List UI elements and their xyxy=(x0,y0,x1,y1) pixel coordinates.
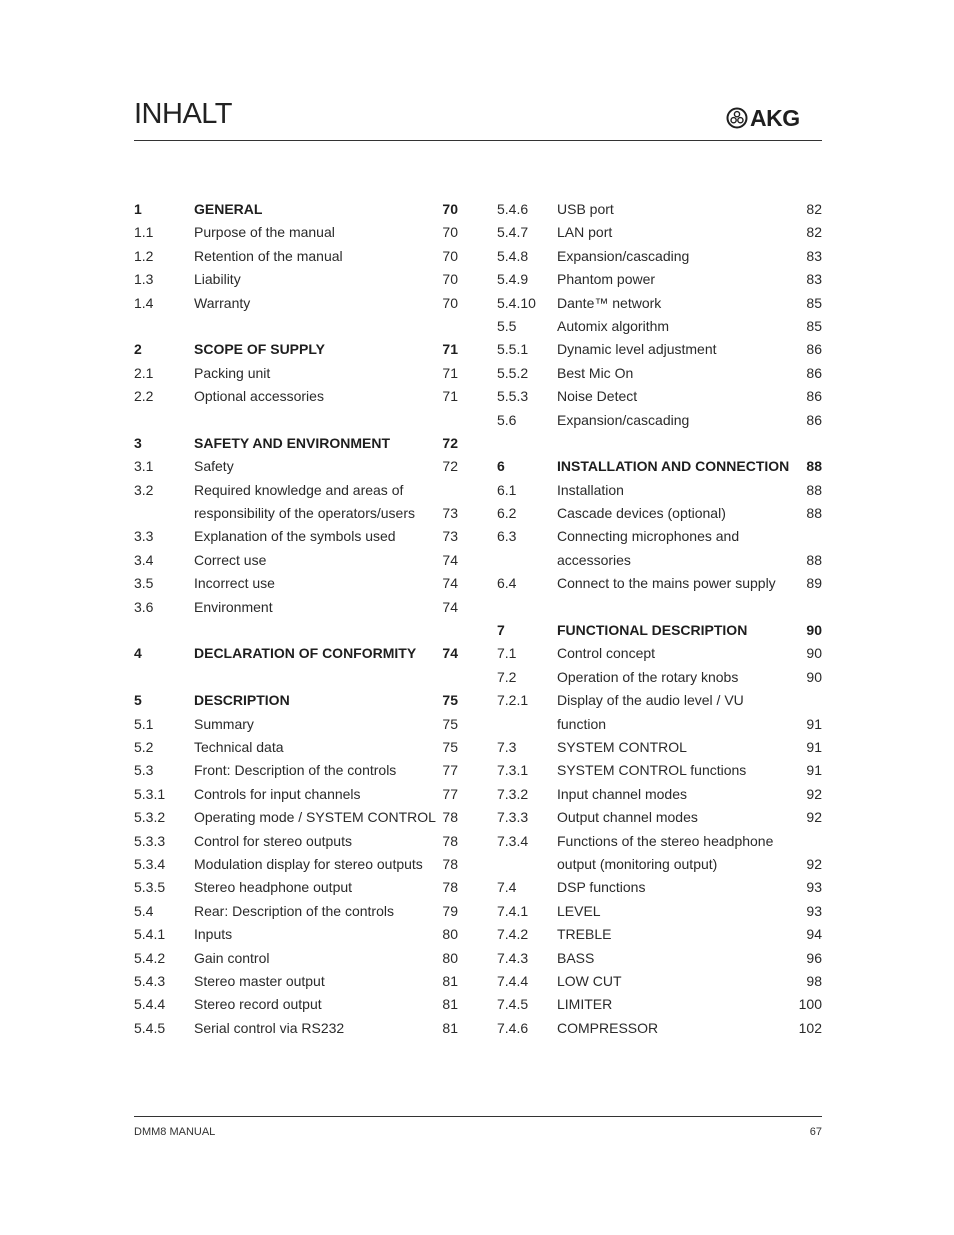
toc-entry-page: 92 xyxy=(806,855,822,872)
toc-entry-page: 88 xyxy=(806,551,822,568)
toc-entry[interactable] xyxy=(134,947,458,970)
toc-entry-title: Liability xyxy=(194,271,241,288)
toc-spacer xyxy=(497,596,822,619)
toc-entry-number: 7.3.4 xyxy=(497,832,529,849)
toc-entry-title: Control concept xyxy=(557,645,656,662)
toc-entry[interactable] xyxy=(497,572,822,595)
toc-entry-title: Functions of the stereo headphone xyxy=(557,832,774,849)
toc-entry[interactable] xyxy=(497,479,822,502)
toc-entry-page: 102 xyxy=(798,1019,822,1036)
toc-entry[interactable] xyxy=(497,759,822,782)
toc-entry[interactable] xyxy=(497,853,822,876)
toc-section-heading[interactable] xyxy=(134,689,458,712)
toc-entry[interactable] xyxy=(497,362,822,385)
toc-spacer xyxy=(134,666,458,689)
toc-entry-page: 98 xyxy=(806,972,822,989)
toc-entry-number: 6.2 xyxy=(497,505,517,522)
toc-entry[interactable] xyxy=(497,666,822,689)
toc-entry-page: 78 xyxy=(442,832,458,849)
footer-manual-name: DMM8 MANUAL xyxy=(134,1126,216,1138)
toc-entry-title: Environment xyxy=(194,598,273,615)
toc-entry-page: 82 xyxy=(806,224,822,241)
toc-entry[interactable] xyxy=(497,549,822,572)
toc-entry-title: SAFETY AND ENVIRONMENT xyxy=(194,434,391,451)
toc-entry[interactable] xyxy=(134,783,458,806)
toc-entry-title: Incorrect use xyxy=(194,575,275,592)
toc-entry[interactable] xyxy=(134,502,458,525)
toc-entry-page: 70 xyxy=(442,224,458,241)
toc-entry[interactable] xyxy=(497,409,822,432)
toc-entry-title: Summary xyxy=(194,715,254,732)
toc-entry-number: 1.3 xyxy=(134,271,154,288)
toc-entry-page: 77 xyxy=(442,785,458,802)
toc-entry-number: 1.1 xyxy=(134,224,154,241)
akg-emblem-icon xyxy=(726,107,748,129)
toc-entry-page: 91 xyxy=(806,738,822,755)
toc-entry[interactable] xyxy=(497,713,822,736)
toc-entry-title: Control for stereo outputs xyxy=(194,832,352,849)
toc-entry[interactable] xyxy=(497,292,822,315)
toc-entry-title: Output channel modes xyxy=(557,809,698,826)
toc-entry[interactable] xyxy=(134,268,458,291)
toc-spacer xyxy=(134,315,458,338)
toc-entry[interactable] xyxy=(497,385,822,408)
toc-entry[interactable] xyxy=(134,900,458,923)
toc-entry-number: 6 xyxy=(497,458,505,475)
toc-section-heading[interactable] xyxy=(134,432,458,455)
footer-page-number: 67 xyxy=(809,1126,822,1138)
toc-entry-number: 3.4 xyxy=(134,551,154,568)
toc-entry[interactable] xyxy=(497,268,822,291)
toc-entry-page: 78 xyxy=(442,809,458,826)
toc-entry-page: 88 xyxy=(806,481,822,498)
toc-entry-number: 4 xyxy=(134,645,142,662)
toc-entry-page: 72 xyxy=(442,458,458,475)
toc-entry-number: 6.4 xyxy=(497,575,517,592)
toc-entry[interactable] xyxy=(134,853,458,876)
toc-entry-number: 2.1 xyxy=(134,364,154,381)
toc-entry-page: 88 xyxy=(806,505,822,522)
toc-entry[interactable] xyxy=(497,970,822,993)
akg-logo xyxy=(726,106,800,130)
toc-entry-number: 5.4.9 xyxy=(497,271,529,288)
toc-entry-number: 5.4.4 xyxy=(134,996,166,1013)
toc-entry[interactable] xyxy=(497,642,822,665)
toc-entry[interactable] xyxy=(134,572,458,595)
toc-entry-number: 3.1 xyxy=(134,458,154,475)
toc-entry-title: SYSTEM CONTROL functions xyxy=(557,762,747,779)
toc-entry-number: 7.3.2 xyxy=(497,785,529,802)
toc-entry[interactable] xyxy=(497,947,822,970)
toc-entry-page: 71 xyxy=(442,388,458,405)
toc-entry-title: Controls for input channels xyxy=(194,785,361,802)
toc-entry[interactable] xyxy=(134,292,458,315)
toc-entry-title: Retention of the manual xyxy=(194,247,343,264)
toc-entry-number: 5.4.7 xyxy=(497,224,529,241)
toc-entry-number: 5.1 xyxy=(134,715,154,732)
toc-entry-page: 71 xyxy=(442,341,458,358)
toc-entry-title: output (monitoring output) xyxy=(557,855,718,872)
toc-entry-page: 73 xyxy=(442,528,458,545)
toc-entry-title: Correct use xyxy=(194,551,267,568)
toc-entry-title: Rear: Description of the controls xyxy=(194,902,394,919)
toc-entry-number: 5.3.4 xyxy=(134,855,166,872)
toc-entry-number: 2 xyxy=(134,341,142,358)
toc-entry[interactable] xyxy=(497,245,822,268)
toc-section-heading[interactable] xyxy=(497,619,822,642)
toc-entry[interactable] xyxy=(497,221,822,244)
toc-entry-title: Purpose of the manual xyxy=(194,224,335,241)
toc-spacer xyxy=(134,409,458,432)
toc-entry-page: 75 xyxy=(442,692,458,709)
toc-entry-number: 7.3.1 xyxy=(497,762,529,779)
toc-entry[interactable] xyxy=(134,713,458,736)
toc-entry-number: 1.4 xyxy=(134,294,154,311)
toc-entry-number: 2.2 xyxy=(134,388,154,405)
toc-entry-title: Warranty xyxy=(194,294,251,311)
toc-entry-number: 7.2 xyxy=(497,668,517,685)
toc-entry-page: 81 xyxy=(442,996,458,1013)
toc-entry-number: 7.3.3 xyxy=(497,809,529,826)
toc-entry-number: 7.4 xyxy=(497,879,517,896)
toc-entry-number: 3.6 xyxy=(134,598,154,615)
toc-entry-number: 5.5 xyxy=(497,317,517,334)
toc-entry-page: 93 xyxy=(806,879,822,896)
toc-entry[interactable] xyxy=(134,525,458,548)
toc-entry-page: 91 xyxy=(806,762,822,779)
toc-entry-title: FUNCTIONAL DESCRIPTION xyxy=(557,622,748,639)
toc-entry-title: Inputs xyxy=(194,926,233,943)
toc-entry-title: SYSTEM CONTROL xyxy=(557,738,687,755)
toc-entry-title: Optional accessories xyxy=(194,388,324,405)
toc-entry-title: Modulation display for stereo outputs xyxy=(194,855,423,872)
toc-entry-page: 74 xyxy=(442,645,458,662)
toc-entry-page: 100 xyxy=(798,996,822,1013)
toc-entry-title: Stereo headphone output xyxy=(194,879,353,896)
toc-entry-number: 3.2 xyxy=(134,481,154,498)
toc-entry-title: Dynamic level adjustment xyxy=(557,341,717,358)
toc-entry-number: 7.4.2 xyxy=(497,926,529,943)
toc-entry-title: LOW CUT xyxy=(557,972,622,989)
toc-entry-number: 5 xyxy=(134,692,142,709)
footer-divider xyxy=(134,1116,822,1117)
toc-entry-title: SCOPE OF SUPPLY xyxy=(194,341,325,358)
toc-entry-page: 72 xyxy=(442,434,458,451)
toc-entry-title: LIMITER xyxy=(557,996,613,1013)
logo-wordmark: AKG xyxy=(750,105,800,131)
toc-entry-number: 5.6 xyxy=(497,411,517,428)
toc-entry[interactable] xyxy=(497,525,822,548)
toc-entry-page: 94 xyxy=(806,926,822,943)
toc-entry-page: 96 xyxy=(806,949,822,966)
toc-entry-page: 77 xyxy=(442,762,458,779)
toc-entry-title: responsibility of the operators/users xyxy=(194,505,415,522)
toc-entry[interactable] xyxy=(497,1017,822,1040)
toc-entry-page: 83 xyxy=(806,271,822,288)
toc-entry[interactable] xyxy=(134,970,458,993)
toc-entry-number: 5.5.1 xyxy=(497,341,529,358)
toc-entry-number: 7.4.6 xyxy=(497,1019,529,1036)
toc-entry-page: 81 xyxy=(442,1019,458,1036)
toc-entry-title: Dante™ network xyxy=(557,294,662,311)
toc-entry-number: 5.3.3 xyxy=(134,832,166,849)
toc-section-heading[interactable] xyxy=(134,642,458,665)
toc-entry-title: Phantom power xyxy=(557,271,656,288)
toc-entry-title: Stereo record output xyxy=(194,996,322,1013)
toc-entry[interactable] xyxy=(497,923,822,946)
toc-entry[interactable] xyxy=(134,221,458,244)
toc-entry-title: USB port xyxy=(557,201,614,217)
toc-entry-page: 92 xyxy=(806,809,822,826)
toc-entry-title: function xyxy=(557,715,607,732)
toc-entry-number: 7.4.5 xyxy=(497,996,529,1013)
toc-entry-title: Packing unit xyxy=(194,364,271,381)
toc-entry-title: LEVEL xyxy=(557,902,601,919)
toc-entry-title: Expansion/cascading xyxy=(557,411,690,428)
toc-entry[interactable] xyxy=(134,830,458,853)
toc-entry[interactable] xyxy=(134,362,458,385)
toc-entry-title: Gain control xyxy=(194,949,270,966)
toc-entry-page: 86 xyxy=(806,341,822,358)
toc-entry-number: 5.4.5 xyxy=(134,1019,166,1036)
toc-spacer xyxy=(497,432,822,455)
toc-entry[interactable] xyxy=(497,876,822,899)
toc-entry-number: 5.4.3 xyxy=(134,972,166,989)
toc-entry-number: 5.2 xyxy=(134,738,154,755)
toc-entry-page: 86 xyxy=(806,388,822,405)
toc-entry[interactable] xyxy=(134,1017,458,1040)
toc-entry-page: 75 xyxy=(442,715,458,732)
toc-section-heading[interactable] xyxy=(134,198,458,221)
toc-entry-number: 5.5.2 xyxy=(497,364,529,381)
toc-entry-title: Operating mode / SYSTEM CONTROL xyxy=(194,809,436,826)
toc-entry-title: COMPRESSOR xyxy=(557,1019,659,1036)
toc-entry-title: LAN port xyxy=(557,224,613,241)
toc-entry[interactable] xyxy=(134,806,458,829)
toc-entry-page: 82 xyxy=(806,201,822,217)
toc-entry[interactable] xyxy=(134,876,458,899)
toc-entry-number: 7.4.4 xyxy=(497,972,529,989)
toc-entry-page: 70 xyxy=(442,201,458,217)
toc-entry-page: 85 xyxy=(806,317,822,334)
toc-entry-page: 70 xyxy=(442,271,458,288)
toc-entry-title: Serial control via RS232 xyxy=(194,1019,345,1036)
toc-entry[interactable] xyxy=(134,759,458,782)
toc-entry-page: 85 xyxy=(806,294,822,311)
toc-entry-number: 7.4.3 xyxy=(497,949,529,966)
toc-entry[interactable] xyxy=(134,736,458,759)
toc-entry[interactable] xyxy=(134,596,458,619)
toc-entry-title: Best Mic On xyxy=(557,364,634,381)
toc-entry-page: 81 xyxy=(442,972,458,989)
toc-entry[interactable] xyxy=(497,806,822,829)
toc-entry-page: 90 xyxy=(806,668,822,685)
toc-entry-number: 5.3.1 xyxy=(134,785,166,802)
toc-entry-page: 73 xyxy=(442,505,458,522)
toc-entry-number: 5.4.2 xyxy=(134,949,166,966)
toc-entry-title: Explanation of the symbols used xyxy=(194,528,396,545)
toc-entry[interactable] xyxy=(497,830,822,853)
toc-entry-number: 5.4.10 xyxy=(497,294,536,311)
toc-entry-page: 90 xyxy=(806,622,822,639)
toc-entry-number: 7.4.1 xyxy=(497,902,529,919)
toc-entry-page: 78 xyxy=(442,879,458,896)
toc-entry-page: 70 xyxy=(442,247,458,264)
header-divider xyxy=(134,140,822,141)
toc-entry-number: 5.4.6 xyxy=(497,201,529,217)
toc-entry[interactable] xyxy=(134,479,458,502)
toc-entry-title: Required knowledge and areas of xyxy=(194,481,404,498)
toc-entry-title: accessories xyxy=(557,551,631,568)
toc-entry-number: 7 xyxy=(497,622,505,639)
toc-entry-page: 88 xyxy=(806,458,822,475)
toc-section-heading[interactable] xyxy=(497,455,822,478)
toc-entry-title: Input channel modes xyxy=(557,785,687,802)
toc-entry[interactable] xyxy=(134,385,458,408)
toc-entry-title: Stereo master output xyxy=(194,972,325,989)
toc-entry-number: 1 xyxy=(134,201,142,217)
toc-entry-title: Noise Detect xyxy=(557,388,638,405)
toc-section-heading[interactable] xyxy=(134,338,458,361)
toc-entry-page: 70 xyxy=(442,294,458,311)
toc-entry[interactable] xyxy=(497,338,822,361)
toc-entry-number: 1.2 xyxy=(134,247,154,264)
toc-entry-page: 89 xyxy=(806,575,822,592)
toc-entry-number: 6.3 xyxy=(497,528,517,545)
toc-entry[interactable] xyxy=(497,198,822,221)
toc-entry-page: 86 xyxy=(806,411,822,428)
toc-entry[interactable] xyxy=(134,923,458,946)
toc-entry-number: 7.2.1 xyxy=(497,692,529,709)
toc-column-left xyxy=(134,198,458,1040)
toc-entry-number: 6.1 xyxy=(497,481,517,498)
toc-entry[interactable] xyxy=(497,689,822,712)
toc-entry-title: DECLARATION OF CONFORMITY xyxy=(194,645,417,662)
toc-entry-number: 7.3 xyxy=(497,738,517,755)
toc-entry-title: Technical data xyxy=(194,738,284,755)
toc-column-right xyxy=(497,198,822,1040)
toc-spacer xyxy=(134,619,458,642)
toc-entry-number: 5.3 xyxy=(134,762,154,779)
toc-entry-title: Front: Description of the controls xyxy=(194,762,397,779)
toc-entry-number: 5.4.1 xyxy=(134,926,166,943)
toc-entry-page: 91 xyxy=(806,715,822,732)
toc-entry-title: Expansion/cascading xyxy=(557,247,690,264)
toc-entry[interactable] xyxy=(497,502,822,525)
toc-entry-title: Automix algorithm xyxy=(557,317,670,334)
toc-entry[interactable] xyxy=(134,993,458,1016)
toc-entry-page: 79 xyxy=(442,902,458,919)
toc-entry-number: 3 xyxy=(134,434,142,451)
toc-entry-number: 3.5 xyxy=(134,575,154,592)
toc-entry-title: INSTALLATION AND CONNECTION xyxy=(557,458,790,475)
toc-entry[interactable] xyxy=(134,455,458,478)
toc-entry-page: 78 xyxy=(442,855,458,872)
toc-entry-title: BASS xyxy=(557,949,595,966)
toc-entry-title: Safety xyxy=(194,458,234,475)
toc-entry[interactable] xyxy=(497,736,822,759)
toc-entry-number: 3.3 xyxy=(134,528,154,545)
toc-entry-title: Cascade devices (optional) xyxy=(557,505,726,522)
toc-entry[interactable] xyxy=(497,315,822,338)
toc-entry[interactable] xyxy=(497,900,822,923)
toc-entry-title: GENERAL xyxy=(194,201,263,217)
toc-entry-page: 71 xyxy=(442,364,458,381)
toc-entry-title: Operation of the rotary knobs xyxy=(557,668,739,685)
toc-entry-title: DSP functions xyxy=(557,879,646,896)
toc-entry-page: 74 xyxy=(442,598,458,615)
toc-entry-page: 80 xyxy=(442,949,458,966)
toc-entry[interactable] xyxy=(497,783,822,806)
toc-entry-title: Connect to the mains power supply xyxy=(557,575,776,592)
toc-entry-title: TREBLE xyxy=(557,926,612,943)
toc-entry-title: Display of the audio level / VU xyxy=(557,692,744,709)
toc-entry-page: 74 xyxy=(442,551,458,568)
toc-entry-page: 90 xyxy=(806,645,822,662)
toc-entry[interactable] xyxy=(497,993,822,1016)
toc-entry-page: 75 xyxy=(442,738,458,755)
toc-entry-page: 83 xyxy=(806,247,822,264)
toc-entry-number: 5.4 xyxy=(134,902,154,919)
toc-entry-page: 93 xyxy=(806,902,822,919)
toc-entry-title: Installation xyxy=(557,481,624,498)
toc-entry-title: DESCRIPTION xyxy=(194,692,290,709)
toc-entry-page: 92 xyxy=(806,785,822,802)
toc-entry-number: 5.3.2 xyxy=(134,809,166,826)
toc-entry[interactable] xyxy=(134,245,458,268)
toc-entry-number: 5.5.3 xyxy=(497,388,529,405)
toc-entry-number: 5.3.5 xyxy=(134,879,166,896)
toc-entry-number: 5.4.8 xyxy=(497,247,529,264)
toc-entry-number: 7.1 xyxy=(497,645,517,662)
toc-entry-title: Connecting microphones and xyxy=(557,528,740,545)
toc-entry-page: 80 xyxy=(442,926,458,943)
toc-entry[interactable] xyxy=(134,549,458,572)
toc-entry-page: 86 xyxy=(806,364,822,381)
toc-entry-page: 74 xyxy=(442,575,458,592)
page-title: INHALT xyxy=(134,98,232,130)
